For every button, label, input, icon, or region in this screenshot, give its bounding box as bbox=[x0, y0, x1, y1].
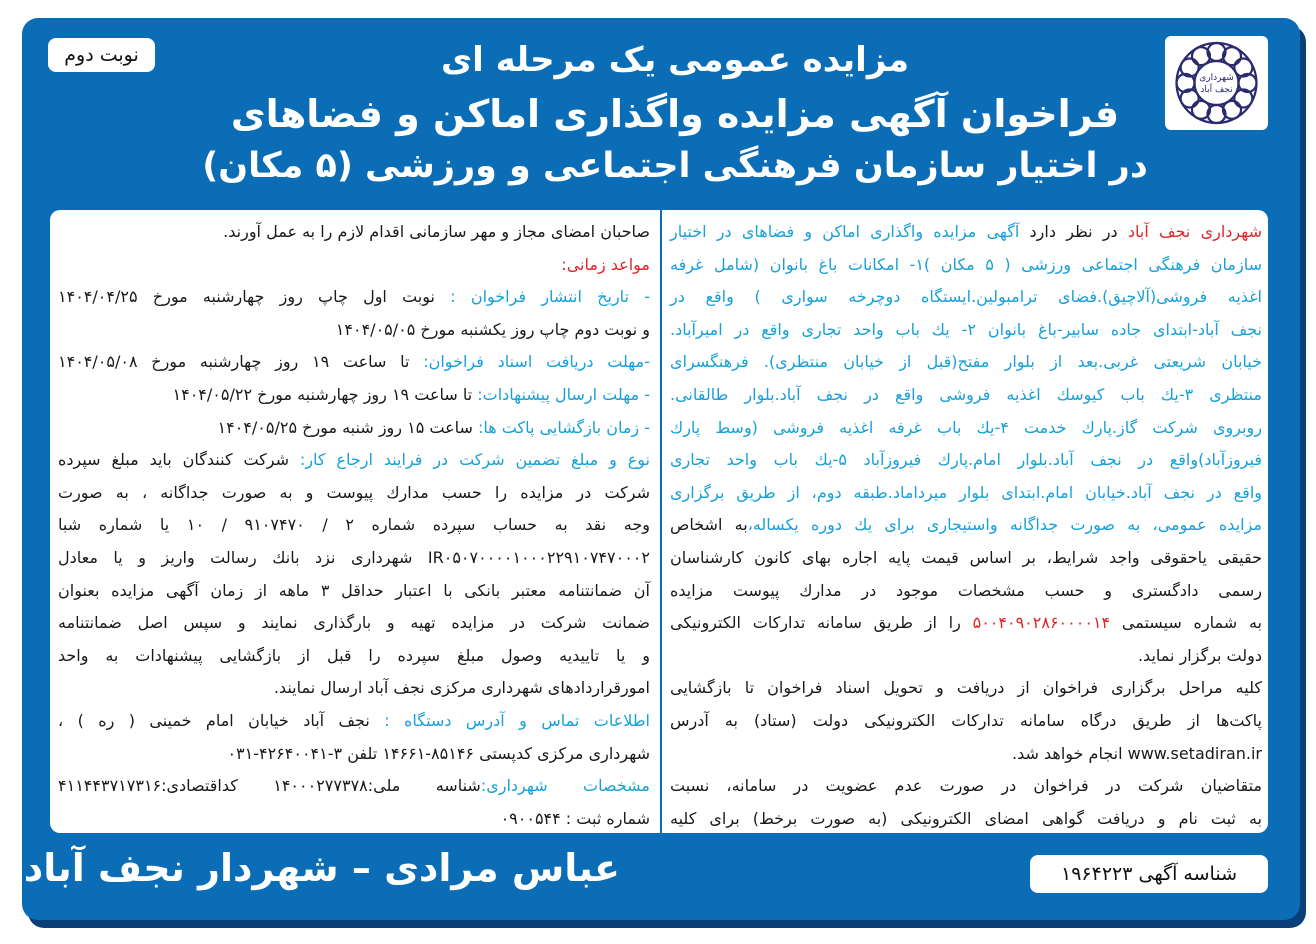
body-text: وجه نقد به حساب سپرده شماره bbox=[353, 515, 650, 535]
body-text: رسمی دادگستری و حسب مشخصات موجود در مدارك پیوست مزایده bbox=[670, 580, 1262, 600]
text-line bbox=[58, 444, 650, 477]
body-text: آن ضمانتنامه معتبر بانکی با اعتبار حداقل ۳ ماهه از زمان آگهی مزایده بعنوان bbox=[58, 580, 650, 600]
text-line bbox=[58, 672, 650, 705]
body-text: ۱۴۶۶۱-۸۵۱۴۶ bbox=[382, 743, 475, 763]
body-text: به ثبت نام و دریافت گواهی امضای الکترونیکی (به صورت برخط) برای کلیه bbox=[670, 808, 1262, 828]
body-text: شرکت در مزایده را حسب مدارك پیوست و به صورت جداگانه ، به صورت bbox=[58, 482, 650, 502]
svg-text:نجف آباد: نجف آباد bbox=[1200, 85, 1233, 95]
body-text: را از طریق سامانه تدارکات الکترونیکی bbox=[670, 613, 973, 633]
highlight-text: منتظری ۳-یك باب کیوسك اغذیه فروشی واقع در نجف آباد.بلوار طالقانی. bbox=[670, 384, 1262, 404]
text-line bbox=[670, 575, 1262, 608]
body-text: امورقراردادهای شهرداری مرکزی نجف آباد ارسال نمایند. bbox=[273, 678, 650, 698]
column-divider bbox=[660, 210, 662, 833]
text-line bbox=[670, 346, 1262, 379]
body-text: ۱۴۰۴/۰۵/۲۵ bbox=[217, 417, 298, 437]
title-sub: فراخوان آگهی مزایده واگذاری اماکن و فضاهای bbox=[230, 92, 1120, 136]
ad-id-badge: شناسه آگهی ۱۹۶۴۲۲۳ bbox=[1030, 855, 1268, 893]
highlight-text: روبروی شرکت گاز.پارك خدمت ۴-یك باب غرفه اغذیه فروشی (وسط پارك bbox=[670, 417, 1262, 437]
edition-badge: نوبت دوم bbox=[48, 38, 155, 72]
title-main: مزایده عمومی یک مرحله ای bbox=[440, 40, 910, 80]
right-column bbox=[670, 216, 1262, 833]
body-text: حقیقی یاحقوقی واجد شرایط، بر اساس قیمت پایه اجاره بهای کانون کارشناسان bbox=[670, 547, 1262, 567]
text-line bbox=[58, 412, 650, 445]
body-text: تلفن bbox=[342, 743, 383, 763]
text-line bbox=[670, 314, 1262, 347]
highlight-text: فیروزآباد)واقع در نجف آباد.بلوار امام.پارك فیروزآباد ۵-یك باب واحد تجاری bbox=[670, 450, 1262, 470]
body-text: دولت برگزار نماید. bbox=[1137, 645, 1262, 665]
highlight-text: - تاریخ انتشار فراخوان : bbox=[434, 287, 650, 307]
text-line bbox=[670, 770, 1262, 803]
text-line bbox=[670, 216, 1262, 249]
text-line bbox=[58, 216, 650, 249]
text-line bbox=[58, 705, 650, 738]
text-line bbox=[58, 314, 650, 347]
text-line bbox=[58, 770, 650, 803]
text-line bbox=[58, 509, 650, 542]
highlight-text: - زمان بازگشایی پاکت ها: bbox=[472, 417, 650, 437]
body-text: به شماره سیستمی bbox=[1110, 613, 1262, 633]
text-line bbox=[58, 379, 650, 412]
text-line bbox=[670, 509, 1262, 542]
text-line bbox=[670, 379, 1262, 412]
text-line bbox=[670, 607, 1262, 640]
body-text: یا شماره شبا bbox=[58, 515, 187, 535]
highlight-text: اطلاعات تماس و آدرس دستگاه : bbox=[369, 710, 650, 730]
signatory-name: عباس مرادی – شهردار نجف آباد bbox=[23, 846, 620, 890]
highlight-text: نجف آباد-ابتدای جاده سابیر-باغ بانوان ۲- یك باب واحد تجاری واقع در امیرآباد. bbox=[670, 319, 1263, 339]
title-sub-2: در اختیار سازمان فرهنگی اجتماعی و ورزشی (۵ مکان) bbox=[202, 146, 1148, 186]
highlight-text: سازمان فرهنگی اجتماعی ورزشی ( ۵ مکان )۱- امکانات باغ بانوان (شامل غرفه bbox=[670, 254, 1262, 274]
body-text: متقاضیان شرکت در فراخوان در صورت عدم عضویت در سامانه، نسبت bbox=[670, 776, 1262, 796]
highlight-text: واقع در نجف آباد.خیابان امام.ابتدای بلوار میرداماد.طبقه دوم، از طریق برگزاری bbox=[670, 482, 1262, 502]
text-line bbox=[670, 477, 1262, 510]
highlight-text: اغذیه فروشی(آلاچیق).فضای ترامبولین.ایستگاه دوچرخه سواری ) واقع در bbox=[670, 287, 1262, 307]
text-line bbox=[670, 640, 1262, 673]
text-line bbox=[670, 542, 1262, 575]
highlight-text: - مهلت ارسال پیشنهادات: bbox=[472, 384, 650, 404]
body-text: ساعت ۱۵ روز شنبه مورخ bbox=[297, 417, 473, 437]
body-text: شناسه ملی:۱۴۰۰۰۲۷۷۳۷۸ کداقتصادی:۴۱۱۴۴۳۷۱۷۳۱۶ bbox=[58, 776, 481, 796]
text-line bbox=[670, 803, 1262, 833]
body-text: نجف آباد خیابان امام خمینی ( ره ) ، bbox=[58, 710, 370, 730]
body-text: ۱۴۰۴/۰۴/۲۵ bbox=[58, 287, 138, 307]
text-line bbox=[58, 607, 650, 640]
text-line bbox=[670, 705, 1262, 738]
text-line bbox=[58, 542, 650, 575]
text-line bbox=[670, 249, 1262, 282]
text-line bbox=[670, 281, 1262, 314]
content-panel bbox=[50, 210, 1268, 833]
body-text: نوبت اول چاپ روز چهارشنبه مورخ bbox=[137, 287, 435, 307]
text-line bbox=[58, 346, 650, 379]
municipality-logo bbox=[1165, 36, 1268, 130]
rosette-logo-icon bbox=[1169, 36, 1264, 130]
emphasis-text: مواعد زمانی: bbox=[561, 254, 650, 274]
text-line bbox=[670, 738, 1262, 771]
emphasis-text: شهرداری نجف آباد bbox=[1127, 222, 1262, 241]
body-text: شهرداری مرکزی کدپستی bbox=[474, 743, 650, 763]
body-text: شماره ثبت : ۰۹۰۰۵۴۴ bbox=[500, 808, 650, 828]
text-line bbox=[58, 575, 650, 608]
body-text: پاکت‌ها از طریق درگاه سامانه تدارکات الکترونیکی دولت (ستاد) به آدرس bbox=[670, 710, 1262, 730]
body-text: و یا تاییدیه وصول مبلغ سپرده را قبل از بازگشایی پیشنهادات به واحد bbox=[58, 645, 650, 665]
body-text: کلیه مراحل برگزاری فراخوان از دریافت و تحویل اسناد فراخوان تا بازگشایی bbox=[670, 678, 1262, 698]
body-text: به اشخاص bbox=[670, 515, 748, 535]
body-text: ۱۴۰۴/۰۵/۰۸ bbox=[58, 352, 138, 372]
body-text: تا ساعت ۱۹ روز چهارشنبه مورخ bbox=[137, 352, 410, 372]
body-text: ۱۴۰۴/۰۵/۲۲ bbox=[172, 384, 253, 404]
body-text: ۰۳۱-۴۲۶۴۰۰۴۱-۳ bbox=[227, 743, 343, 763]
body-text: ۱۴۰۴/۰۵/۰۵ bbox=[335, 319, 416, 339]
left-column bbox=[58, 216, 650, 833]
text-line bbox=[58, 640, 650, 673]
highlight-text: -مهلت دریافت اسناد فراخوان: bbox=[409, 352, 650, 372]
highlight-text: خیابان شریعتی غربی.بعد از بلوار مفتح(قبل از خیابان منتظری). فرهنگسرای bbox=[670, 352, 1262, 372]
text-line bbox=[670, 412, 1262, 445]
highlight-text: مشخصات شهرداری: bbox=[480, 776, 651, 796]
body-text: در نظر دارد bbox=[1019, 222, 1128, 241]
highlight-text: نوع و مبلغ تضمین شرکت در فرایند ارجاع کار: bbox=[289, 450, 651, 470]
body-text: تا ساعت ۱۹ روز چهارشنبه مورخ bbox=[252, 384, 473, 404]
text-line bbox=[58, 281, 650, 314]
svg-text:شهرداری: شهرداری bbox=[1199, 73, 1234, 83]
body-text: صاحبان امضای مجاز و مهر سازمانی اقدام لازم را به عمل آورند. bbox=[223, 222, 650, 241]
body-text: انجام خواهد شد. bbox=[1012, 743, 1128, 763]
body-text: ۱۰ / ۹۱۰۷۴۷۰ / ۲ bbox=[186, 515, 354, 535]
body-text: ضمانت شرکت در مزایده تهیه و بارگذاری نمایند و سپس اصل ضمانتنامه bbox=[58, 613, 650, 633]
text-line bbox=[58, 249, 650, 282]
body-text: www.setadiran.ir bbox=[1127, 743, 1262, 763]
text-line bbox=[670, 672, 1262, 705]
text-line bbox=[58, 477, 650, 510]
highlight-text: مزایده عمومی، به صورت جداگانه واستیجاری برای یك دوره یکساله، bbox=[747, 515, 1262, 535]
text-line bbox=[58, 738, 650, 771]
text-line bbox=[670, 444, 1262, 477]
body-text: و نوبت دوم چاپ روز یکشنبه مورخ bbox=[415, 319, 650, 339]
emphasis-text: ۵۰۰۴۰۹۰۲۸۶۰۰۰۰۱۴ bbox=[972, 613, 1111, 633]
text-line bbox=[58, 803, 650, 833]
body-text: IR۰۵۰۷۰۰۰۰۱۰۰۰۲۲۹۱۰۷۴۷۰۰۰۲ bbox=[427, 547, 650, 567]
highlight-text: آگهی مزایده واگذاری اماکن و فضاهای در اختیار bbox=[670, 222, 1020, 241]
body-text: شهرداری نزد بانك رسالت واریز و یا معادل bbox=[58, 547, 428, 567]
body-text: شرکت کنندگان باید مبلغ سپرده bbox=[58, 450, 290, 470]
